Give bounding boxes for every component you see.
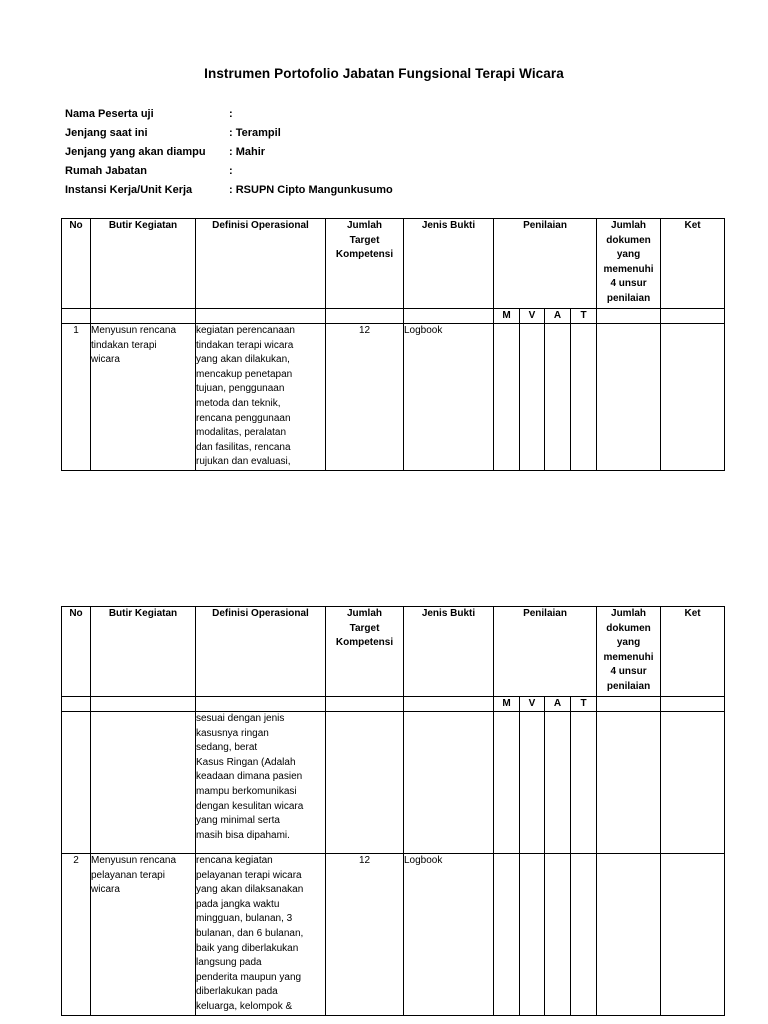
header-v: V: [520, 697, 545, 712]
cell-butir: Menyusun rencana pelayanan terapi wicara: [91, 854, 196, 1016]
info-label: Instansi Kerja/Unit Kerja: [65, 184, 193, 196]
cell-ket: [661, 854, 725, 1016]
header-ket: Ket: [661, 219, 725, 309]
header-spacer: [404, 697, 494, 712]
cell-butir: [91, 712, 196, 854]
cell-bukti: Logbook: [404, 854, 494, 1016]
header-spacer: [404, 309, 494, 324]
table-row: [62, 854, 725, 1016]
cell-bukti: [404, 712, 494, 854]
header-jumlah-target: Jumlah Target Kompetensi: [326, 607, 404, 697]
header-definisi-operasional: Definisi Operasional: [196, 219, 326, 309]
cell-butir: Menyusun rencana tindakan terapi wicara: [91, 324, 196, 471]
cell-v: [520, 324, 545, 471]
table-row: [62, 712, 725, 854]
cell-m: [494, 854, 520, 1016]
header-jenis-bukti: Jenis Bukti: [404, 607, 494, 697]
cell-target: 12: [326, 324, 404, 471]
header-jumlah-dokumen: Jumlah dokumen yang memenuhi 4 unsur penilaian: [597, 607, 661, 697]
header-no: No: [62, 607, 91, 697]
cell-no: 1: [62, 324, 91, 471]
header-penilaian: Penilaian: [494, 607, 597, 697]
info-label: Rumah Jabatan: [65, 165, 147, 177]
header-spacer: [196, 697, 326, 712]
cell-bukti: Logbook: [404, 324, 494, 471]
cell-v: [520, 854, 545, 1016]
cell-jumlah-dokumen: [597, 854, 661, 1016]
header-definisi-operasional: Definisi Operasional: [196, 607, 326, 697]
cell-t: [571, 712, 597, 854]
info-label: Jenjang yang akan diampu: [65, 146, 206, 158]
header-t: T: [571, 697, 597, 712]
header-t: T: [571, 309, 597, 324]
cell-m: [494, 712, 520, 854]
header-spacer: [597, 309, 661, 324]
cell-no: 2: [62, 854, 91, 1016]
info-label: Nama Peserta uji: [65, 108, 154, 120]
header-spacer: [196, 309, 326, 324]
cell-a: [545, 854, 571, 1016]
header-jenis-bukti: Jenis Bukti: [404, 219, 494, 309]
cell-t: [571, 324, 597, 471]
cell-jumlah-dokumen: [597, 712, 661, 854]
header-spacer: [661, 309, 725, 324]
header-spacer: [62, 697, 91, 712]
cell-ket: [661, 712, 725, 854]
header-m: M: [494, 697, 520, 712]
cell-v: [520, 712, 545, 854]
cell-a: [545, 324, 571, 471]
header-no: No: [62, 219, 91, 309]
header-spacer: [62, 309, 91, 324]
header-m: M: [494, 309, 520, 324]
header-a: A: [545, 697, 571, 712]
cell-definisi: sesuai dengan jenis kasusnya ringan sedang, berat Kasus Ringan (Adalah keadaan dimana pasien mampu berkomunikasi dengan kesulitan wicara yang minimal serta masih bisa dipahami.: [196, 712, 326, 854]
header-butir-kegiatan: Butir Kegiatan: [91, 607, 196, 697]
portfolio-table-2: [61, 606, 725, 1016]
info-value: : RSUPN Cipto Mangunkusumo: [229, 184, 393, 196]
portfolio-table-1: [61, 218, 725, 471]
header-butir-kegiatan: Butir Kegiatan: [91, 219, 196, 309]
document-title: Instrumen Portofolio Jabatan Fungsional Terapi Wicara: [204, 66, 564, 81]
header-jumlah-target: Jumlah Target Kompetensi: [326, 219, 404, 309]
info-value: :: [229, 165, 233, 177]
cell-t: [571, 854, 597, 1016]
header-a: A: [545, 309, 571, 324]
cell-definisi: rencana kegiatan pelayanan terapi wicara yang akan dilaksanakan pada jangka waktu mingguan, bulanan, 3 bulanan, dan 6 bulanan, baik yang diberlakukan langsung pada penderita maupun yang diberlakukan pada keluarga, kelompok &: [196, 854, 326, 1016]
info-value: :: [229, 108, 233, 120]
cell-definisi: kegiatan perencanaan tindakan terapi wicara yang akan dilakukan, mencakup penetapan tujuan, penggunaan metoda dan teknik, rencana penggunaan modalitas, peralatan dan fasilitas, rencana rujukan dan evaluasi,: [196, 324, 326, 471]
info-value: : Mahir: [229, 146, 266, 158]
header-spacer: [326, 697, 404, 712]
header-ket: Ket: [661, 607, 725, 697]
header-spacer: [91, 697, 196, 712]
header-penilaian: Penilaian: [494, 219, 597, 309]
cell-jumlah-dokumen: [597, 324, 661, 471]
header-spacer: [326, 309, 404, 324]
cell-target: 12: [326, 854, 404, 1016]
header-spacer: [597, 697, 661, 712]
header-v: V: [520, 309, 545, 324]
cell-target: [326, 712, 404, 854]
header-spacer: [91, 309, 196, 324]
info-label: Jenjang saat ini: [65, 127, 148, 139]
cell-ket: [661, 324, 725, 471]
cell-m: [494, 324, 520, 471]
cell-a: [545, 712, 571, 854]
header-spacer: [661, 697, 725, 712]
table-row: [62, 324, 725, 471]
info-value: : Terampil: [229, 127, 281, 139]
header-jumlah-dokumen: Jumlah dokumen yang memenuhi 4 unsur penilaian: [597, 219, 661, 309]
cell-no: [62, 712, 91, 854]
